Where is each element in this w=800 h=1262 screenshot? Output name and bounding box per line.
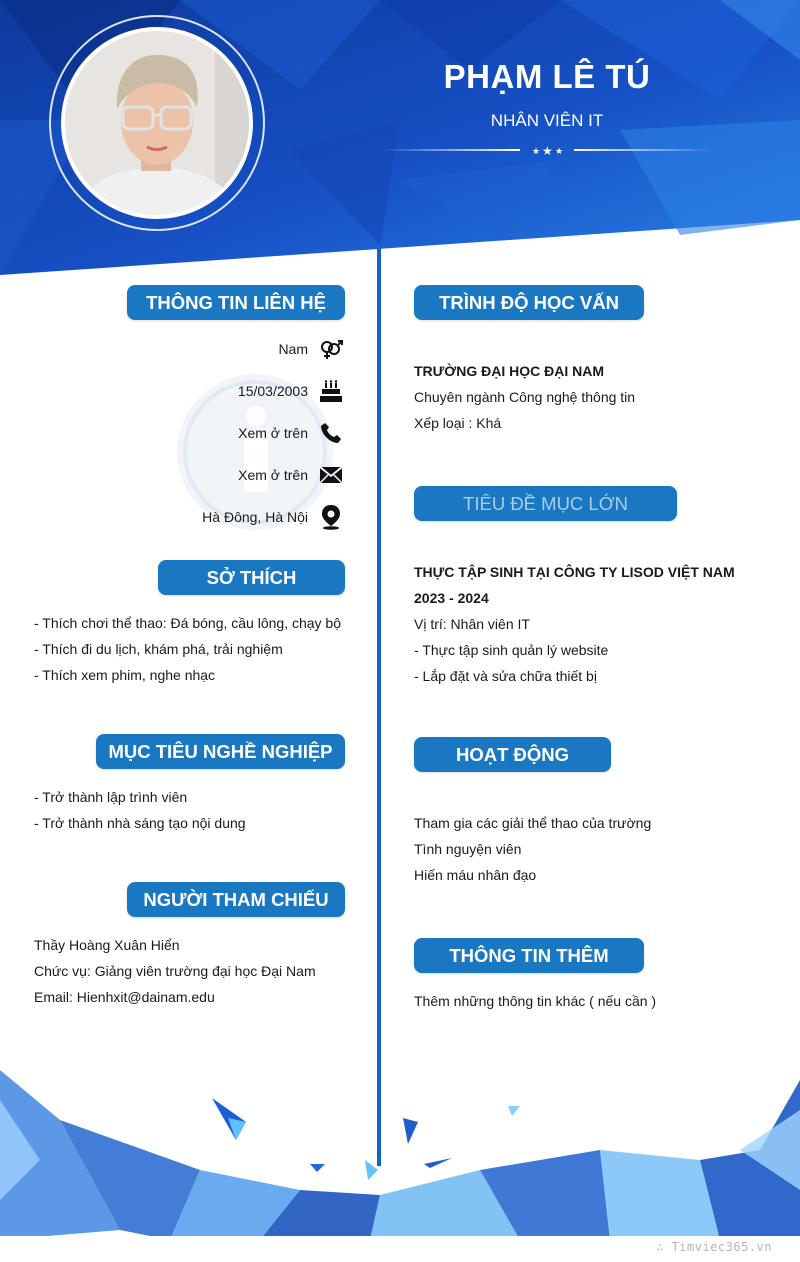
hobbies-section-title: SỞ THÍCH: [158, 560, 345, 595]
contact-email-text: Xem ở trên: [238, 467, 308, 483]
avatar: [61, 27, 253, 219]
contact-address-row: [202, 504, 344, 530]
activities-list: [414, 810, 651, 888]
list-item: Thầy Hoàng Xuân Hiển: [34, 937, 180, 953]
birthday-cake-icon: [318, 378, 344, 404]
education-major: Chuyên ngành Công nghệ thông tin: [414, 389, 636, 405]
contact-section-title: THÔNG TIN LIÊN HỆ: [127, 285, 345, 320]
experience-company: THỰC TẬP SINH TẠI CÔNG TY LISOD VIỆT NAM: [414, 564, 735, 580]
experience-block: [414, 559, 735, 689]
list-item: - Thực tập sinh quản lý website: [414, 642, 609, 658]
avatar-portrait-icon: [65, 31, 249, 215]
candidate-name: PHẠM LÊ TÚ: [443, 58, 651, 95]
list-item: - Thích đi du lịch, khám phá, trải nghiệm: [34, 641, 283, 657]
references-section-title: NGƯỜI THAM CHIẾU: [127, 882, 345, 917]
contact-phone-text: Xem ở trên: [238, 425, 308, 441]
candidate-role: NHÂN VIÊN IT: [490, 111, 604, 130]
header-divider: [380, 140, 714, 160]
education-section-title: TRÌNH ĐỘ HỌC VẤN: [414, 285, 644, 320]
experience-period: 2023 - 2024: [414, 590, 489, 606]
list-item: Chức vụ: Giảng viên trường đại học Đại Nam: [34, 963, 316, 979]
list-item: Tham gia các giải thể thao của trường: [414, 815, 652, 831]
extra-text: Thêm những thông tin khác ( nếu cần ): [414, 993, 657, 1009]
svg-text:★: ★: [555, 147, 564, 157]
activities-section-title: HOẠT ĐỘNG: [414, 737, 611, 772]
contact-birthday-row: [238, 378, 344, 404]
education-block: [414, 358, 635, 436]
education-school: TRƯỜNG ĐẠI HỌC ĐẠI NAM: [414, 363, 604, 379]
list-item: - Thích xem phim, nghe nhạc: [34, 667, 216, 683]
svg-text:★: ★: [532, 147, 541, 157]
extra-block: [414, 988, 656, 1014]
contact-gender-text: Nam: [278, 341, 308, 357]
hobbies-list: [34, 610, 341, 688]
envelope-icon: [318, 462, 344, 488]
list-item: Hiến máu nhân đạo: [414, 867, 537, 883]
list-item: - Lắp đặt và sửa chữa thiết bị: [414, 668, 597, 684]
education-rank: Xếp loại : Khá: [414, 415, 502, 431]
phone-icon: [318, 420, 344, 446]
list-item: - Trở thành lập trình viên: [34, 789, 188, 805]
site-watermark: ∴ Timviec365.vn: [656, 1240, 772, 1254]
list-item: Tình nguyện viên: [414, 841, 522, 857]
list-item: - Thích chơi thể thao: Đá bóng, cầu lông, chạy bộ: [34, 615, 342, 631]
goals-section-title: MỤC TIÊU NGHỀ NGHIỆP: [96, 734, 345, 769]
extra-section-title: THÔNG TIN THÊM: [414, 938, 644, 973]
svg-text:★: ★: [542, 144, 553, 158]
contact-email-row: [238, 462, 344, 488]
contact-birthday-text: 15/03/2003: [237, 383, 308, 399]
list-item: Email: Hienhxit@dainam.edu: [34, 989, 215, 1005]
references-list: [34, 932, 316, 1010]
goals-list: [34, 784, 246, 836]
location-pin-icon: [318, 504, 344, 530]
center-divider-line: [377, 248, 381, 1166]
experience-section-title: TIÊU ĐỀ MỤC LỚN: [414, 486, 677, 521]
contact-phone-row: [238, 420, 344, 446]
gender-icon: [318, 336, 344, 362]
list-item: Vị trí: Nhân viên IT: [414, 616, 530, 632]
contact-address-text: Hà Đông, Hà Nội: [202, 509, 308, 525]
contact-gender-row: [278, 336, 344, 362]
list-item: - Trở thành nhà sáng tạo nội dung: [34, 815, 246, 831]
